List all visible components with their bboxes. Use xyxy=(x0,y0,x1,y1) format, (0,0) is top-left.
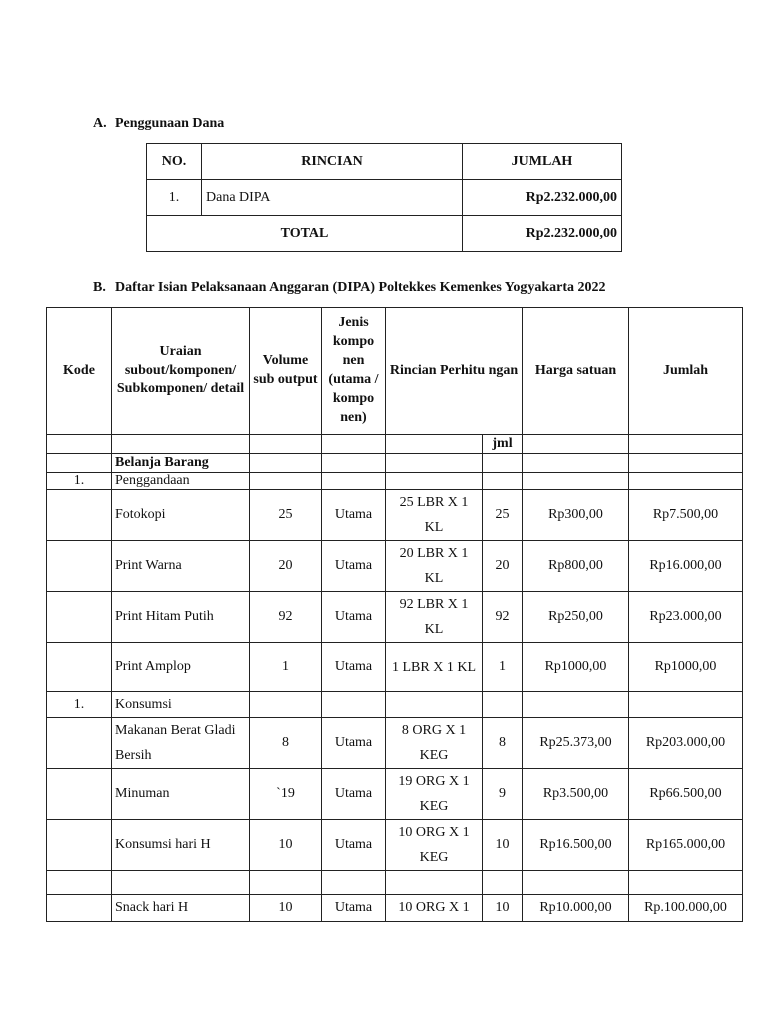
item-harga: Rp250,00 xyxy=(523,592,629,643)
item-jumlah: Rp.100.000,00 xyxy=(629,895,743,922)
sub-header-row xyxy=(47,435,743,454)
item-jml: 1 xyxy=(483,643,523,692)
item-jenis: Utama xyxy=(322,820,386,871)
table-row xyxy=(147,180,622,216)
item-jumlah: Rp1000,00 xyxy=(629,643,743,692)
item-harga: Rp3.500,00 xyxy=(523,769,629,820)
item-uraian: Print Warna xyxy=(112,541,250,592)
item-rincian: 19 ORG X 1 KEG xyxy=(386,769,483,820)
header-jml: jml xyxy=(483,435,523,454)
table-row xyxy=(47,541,743,592)
item-jumlah: Rp203.000,00 xyxy=(629,718,743,769)
item-uraian: Makanan Berat Gladi Bersih xyxy=(112,718,250,769)
item-jumlah: Rp7.500,00 xyxy=(629,490,743,541)
header-rincian: RINCIAN xyxy=(202,144,463,180)
item-volume: 1 xyxy=(250,643,322,692)
item-harga: Rp25.373,00 xyxy=(523,718,629,769)
group-kode: 1. xyxy=(47,692,112,718)
table-row xyxy=(47,769,743,820)
table-header-row xyxy=(147,144,622,180)
item-rincian: 20 LBR X 1 KL xyxy=(386,541,483,592)
group-name: Konsumsi xyxy=(112,692,250,718)
item-uraian: Minuman xyxy=(112,769,250,820)
item-jml: 10 xyxy=(483,895,523,922)
fund-usage-table xyxy=(146,143,622,252)
section-a-title: Penggunaan Dana xyxy=(115,116,225,131)
item-volume: 25 xyxy=(250,490,322,541)
item-rincian: 10 ORG X 1 KEG xyxy=(386,820,483,871)
group-title-row xyxy=(47,454,743,473)
item-jml: 20 xyxy=(483,541,523,592)
total-value: Rp2.232.000,00 xyxy=(463,216,622,252)
group-name: Penggandaan xyxy=(112,473,250,490)
item-jenis: Utama xyxy=(322,769,386,820)
section-a-heading xyxy=(93,116,224,132)
item-uraian: Konsumsi hari H xyxy=(112,820,250,871)
item-jumlah: Rp23.000,00 xyxy=(629,592,743,643)
cell-jumlah: Rp2.232.000,00 xyxy=(463,180,622,216)
item-rincian: 92 LBR X 1 KL xyxy=(386,592,483,643)
group-row xyxy=(47,473,743,490)
item-jenis: Utama xyxy=(322,490,386,541)
item-jumlah: Rp66.500,00 xyxy=(629,769,743,820)
table-row xyxy=(47,820,743,871)
table-row xyxy=(47,895,743,922)
item-jml: 10 xyxy=(483,820,523,871)
item-jenis: Utama xyxy=(322,541,386,592)
item-rincian: 10 ORG X 1 xyxy=(386,895,483,922)
item-volume: 92 xyxy=(250,592,322,643)
table-header-row xyxy=(47,308,743,435)
item-jml: 8 xyxy=(483,718,523,769)
item-jumlah: Rp165.000,00 xyxy=(629,820,743,871)
item-uraian: Print Hitam Putih xyxy=(112,592,250,643)
header-no: NO. xyxy=(147,144,202,180)
header-uraian: Uraian subout/komponen/ Subkomponen/ detail xyxy=(112,308,250,435)
item-jenis: Utama xyxy=(322,592,386,643)
header-volume: Volume sub output xyxy=(250,308,322,435)
table-row xyxy=(47,490,743,541)
total-row xyxy=(147,216,622,252)
table-row xyxy=(47,643,743,692)
item-volume: 10 xyxy=(250,895,322,922)
blank-row xyxy=(47,871,743,895)
item-volume: 10 xyxy=(250,820,322,871)
section-b-title: Daftar Isian Pelaksanaan Anggaran (DIPA) Poltekkes Kemenkes Yogyakarta 2022 xyxy=(115,280,606,295)
table-row xyxy=(47,592,743,643)
item-harga: Rp1000,00 xyxy=(523,643,629,692)
cell-rincian: Dana DIPA xyxy=(202,180,463,216)
item-jumlah: Rp16.000,00 xyxy=(629,541,743,592)
item-harga: Rp10.000,00 xyxy=(523,895,629,922)
section-b-number: B. xyxy=(93,280,106,295)
item-uraian: Print Amplop xyxy=(112,643,250,692)
item-jenis: Utama xyxy=(322,643,386,692)
header-jumlah: Jumlah xyxy=(629,308,743,435)
section-a-number: A. xyxy=(93,116,107,131)
item-jenis: Utama xyxy=(322,895,386,922)
header-rincian: Rincian Perhitu ngan xyxy=(386,308,523,435)
group-row xyxy=(47,692,743,718)
item-harga: Rp16.500,00 xyxy=(523,820,629,871)
table-row xyxy=(47,718,743,769)
header-harga: Harga satuan xyxy=(523,308,629,435)
item-rincian: 1 LBR X 1 KL xyxy=(386,643,483,692)
item-harga: Rp300,00 xyxy=(523,490,629,541)
dipa-table xyxy=(46,307,743,922)
item-jml: 92 xyxy=(483,592,523,643)
item-harga: Rp800,00 xyxy=(523,541,629,592)
item-uraian: Fotokopi xyxy=(112,490,250,541)
group-title: Belanja Barang xyxy=(112,454,250,473)
total-label: TOTAL xyxy=(147,216,463,252)
item-uraian: Snack hari H xyxy=(112,895,250,922)
header-jumlah: JUMLAH xyxy=(463,144,622,180)
section-b-heading xyxy=(93,280,606,296)
cell-no: 1. xyxy=(147,180,202,216)
item-jml: 25 xyxy=(483,490,523,541)
item-volume: 20 xyxy=(250,541,322,592)
group-kode: 1. xyxy=(47,473,112,490)
item-jml: 9 xyxy=(483,769,523,820)
item-volume: 8 xyxy=(250,718,322,769)
item-volume: `19 xyxy=(250,769,322,820)
item-jenis: Utama xyxy=(322,718,386,769)
header-jenis: Jenis kompo nen (utama / kompo nen) xyxy=(322,308,386,435)
item-rincian: 25 LBR X 1 KL xyxy=(386,490,483,541)
item-rincian: 8 ORG X 1 KEG xyxy=(386,718,483,769)
header-kode: Kode xyxy=(47,308,112,435)
